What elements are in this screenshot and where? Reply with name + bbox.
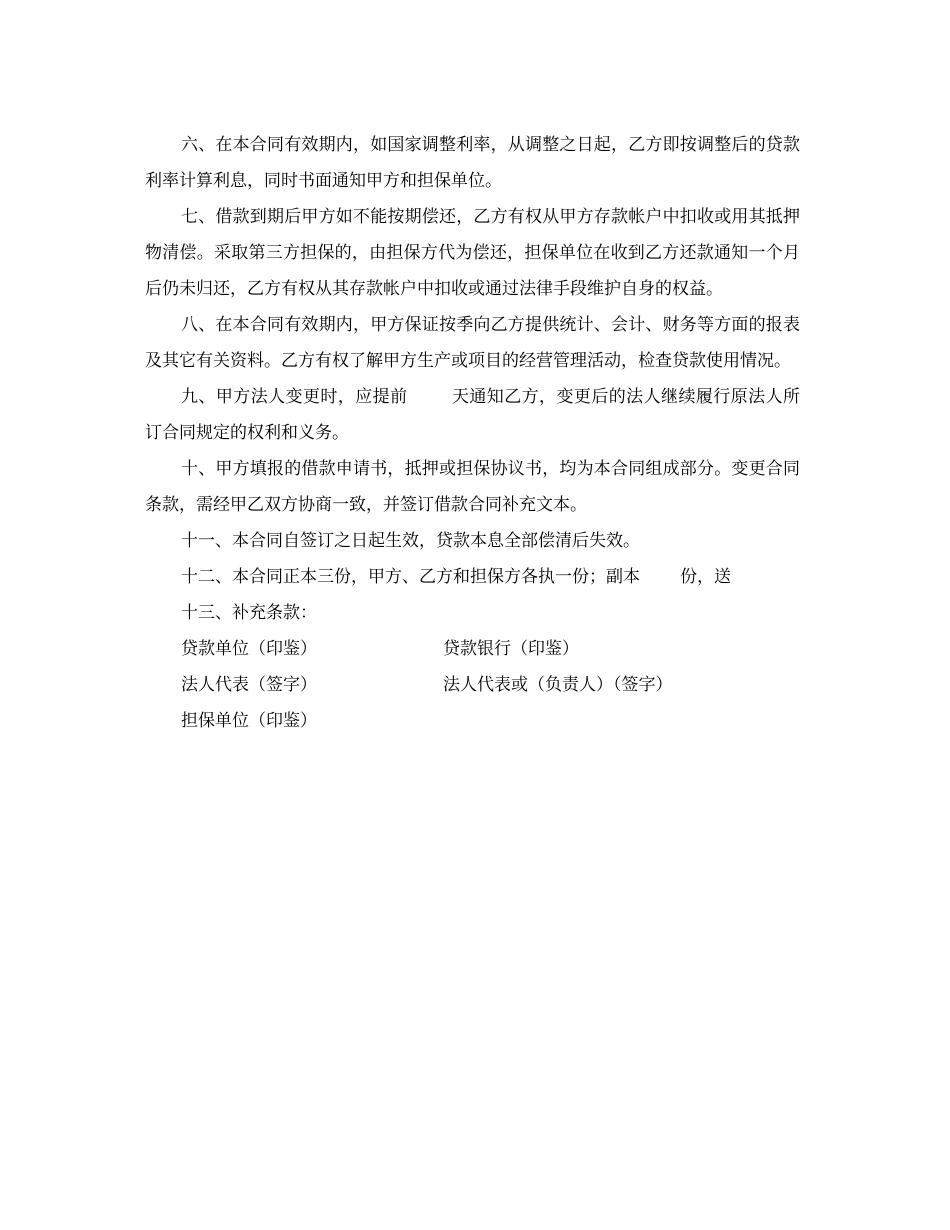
contract-body xyxy=(145,127,800,739)
clause-13: 十三、补充条款： xyxy=(181,603,317,623)
bank-seal-label: 贷款银行（印鉴） xyxy=(443,639,579,659)
clause-12 xyxy=(145,559,800,595)
clause-9-text-b: 天通知乙方，变更后的法人继续履行原法人所订合同规定的权利和义务。 xyxy=(145,387,800,443)
signature-row-reps xyxy=(145,667,800,703)
borrower-rep-label: 法人代表（签字） xyxy=(181,675,317,695)
clause-6: 六、在本合同有效期内，如国家调整利率，从调整之日起，乙方即按调整后的贷款利率计算利息，同时书面通知甲方和担保单位。 xyxy=(145,135,800,191)
clause-12-text-b: 份，送 xyxy=(680,567,731,587)
clause-9 xyxy=(145,379,800,451)
borrower-seal-label: 贷款单位（印鉴） xyxy=(181,639,317,659)
signature-row-seals xyxy=(145,631,800,667)
clause-9-text-a: 九、甲方法人变更时，应提前 xyxy=(181,387,408,407)
clause-12-text-a: 十二、本合同正本三份，甲方、乙方和担保方各执一份；副本 xyxy=(181,567,640,587)
bank-rep-label: 法人代表或（负责人）（签字） xyxy=(443,675,673,695)
clause-10: 十、甲方填报的借款申请书，抵押或担保协议书，均为本合同组成部分。变更合同条款，需经甲乙双方协商一致，并签订借款合同补充文本。 xyxy=(145,459,800,515)
clause-7: 七、借款到期后甲方如不能按期偿还，乙方有权从甲方存款帐户中扣收或用其抵押物清偿。采取第三方担保的，由担保方代为偿还，担保单位在收到乙方还款通知一个月后仍未归还，乙方有权从其存款帐户中扣收或通过法律手段维护自身的权益。 xyxy=(145,207,800,299)
signature-row-guarantor xyxy=(145,703,800,739)
clause-11: 十一、本合同自签订之日起生效，贷款本息全部偿清后失效。 xyxy=(181,531,640,551)
guarantor-seal-label: 担保单位（印鉴） xyxy=(181,711,317,731)
clause-8: 八、在本合同有效期内，甲方保证按季向乙方提供统计、会计、财务等方面的报表及其它有关资料。乙方有权了解甲方生产或项目的经营管理活动，检查贷款使用情况。 xyxy=(145,315,800,371)
